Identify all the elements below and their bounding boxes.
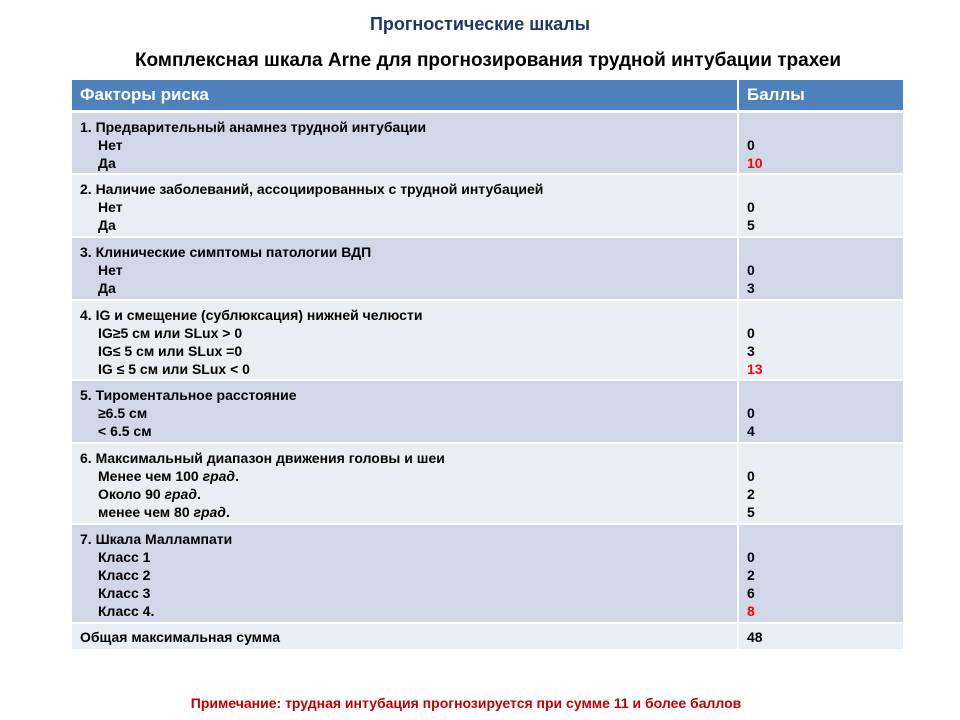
factor-option: Менее чем 100 град.: [98, 468, 239, 484]
factor-option: Нет: [98, 199, 123, 215]
factor-option: Нет: [98, 136, 123, 153]
score-value: 3: [747, 343, 755, 359]
factor-option: Класс 4.: [98, 603, 155, 619]
section-title: Прогностические шкалы: [369, 14, 591, 34]
factor-title: 2. Наличие заболеваний, ассоциированных с трудной интубацией: [80, 181, 544, 197]
factor-option: IG≤ 5 см или SLux =0: [98, 343, 243, 359]
table-row: [72, 174, 903, 237]
factor-cell: [72, 524, 738, 623]
points-cell: [738, 111, 903, 174]
score-value: 10: [747, 154, 763, 171]
footnote: Примечание: трудная интубация прогнозируется при сумме 11 и более баллов: [190, 695, 742, 711]
factor-option: Да: [98, 280, 116, 296]
score-value: 6: [747, 585, 755, 601]
risk-score-table: [72, 80, 903, 651]
factor-option: Нет: [98, 262, 123, 278]
table-row: [72, 524, 903, 623]
score-value: 3: [747, 280, 755, 296]
score-value: 13: [747, 361, 763, 377]
score-value: 0: [747, 468, 755, 484]
factor-title: 7. Шкала Маллампати: [80, 531, 233, 547]
factor-option: ≥6.5 см: [98, 405, 148, 421]
score-value: 0: [747, 199, 755, 215]
factor-option: Около 90 град.: [98, 486, 201, 502]
factor-option: IG≥5 см или SLux > 0: [98, 325, 243, 341]
points-cell: [738, 524, 903, 623]
table-row: [72, 380, 903, 443]
factor-cell: [72, 443, 738, 524]
table-header-row: [72, 80, 903, 111]
total-label: Общая максимальная сумма: [72, 623, 738, 650]
points-cell: [738, 380, 903, 443]
factor-option: Класс 2: [98, 567, 151, 583]
points-cell: [738, 174, 903, 237]
factor-title: 3. Клинические симптомы патологии ВДП: [80, 244, 372, 260]
points-cell: [738, 443, 903, 524]
factor-option: Класс 3: [98, 585, 151, 601]
score-value: 2: [747, 567, 755, 583]
factor-option: Класс 1: [98, 549, 151, 565]
score-value: 4: [747, 423, 755, 439]
score-value: 5: [747, 217, 755, 233]
factor-cell: [72, 237, 738, 300]
score-value: 2: [747, 486, 755, 502]
score-value: 8: [747, 603, 755, 619]
factor-title: 1. Предварительный анамнез трудной интубации: [80, 118, 427, 135]
page-title: Комплексная шкала Arne для прогнозирования трудной интубации трахеи: [134, 50, 842, 71]
factor-cell: [72, 380, 738, 443]
header-points: Баллы: [738, 80, 903, 111]
factor-cell: [72, 300, 738, 380]
factor-cell: [72, 111, 738, 174]
score-value: 0: [747, 549, 755, 565]
score-value: 0: [747, 262, 755, 278]
factor-option: < 6.5 см: [98, 423, 152, 439]
factor-option: Да: [98, 154, 116, 171]
score-value: 0: [747, 136, 755, 153]
factor-title: 6. Максимальный диапазон движения головы и шеи: [80, 450, 445, 466]
total-row: [72, 623, 903, 650]
total-value: 48: [738, 623, 903, 650]
table-row: [72, 237, 903, 300]
factor-option: Да: [98, 217, 116, 233]
factor-title: 4. IG и смещение (сублюксация) нижней челюсти: [80, 307, 423, 323]
points-cell: [738, 237, 903, 300]
score-value: 5: [747, 504, 755, 520]
factor-option: менее чем 80 град.: [98, 504, 230, 520]
factor-option: IG ≤ 5 см или SLux < 0: [98, 361, 250, 377]
table-row: [72, 443, 903, 524]
header-factors: Факторы риска: [72, 80, 738, 111]
score-value: 0: [747, 405, 755, 421]
factor-title: 5. Тироментальное расстояние: [80, 387, 297, 403]
score-value: 0: [747, 325, 755, 341]
points-cell: [738, 300, 903, 380]
table-row: [72, 111, 903, 174]
table-row: [72, 300, 903, 380]
factor-cell: [72, 174, 738, 237]
